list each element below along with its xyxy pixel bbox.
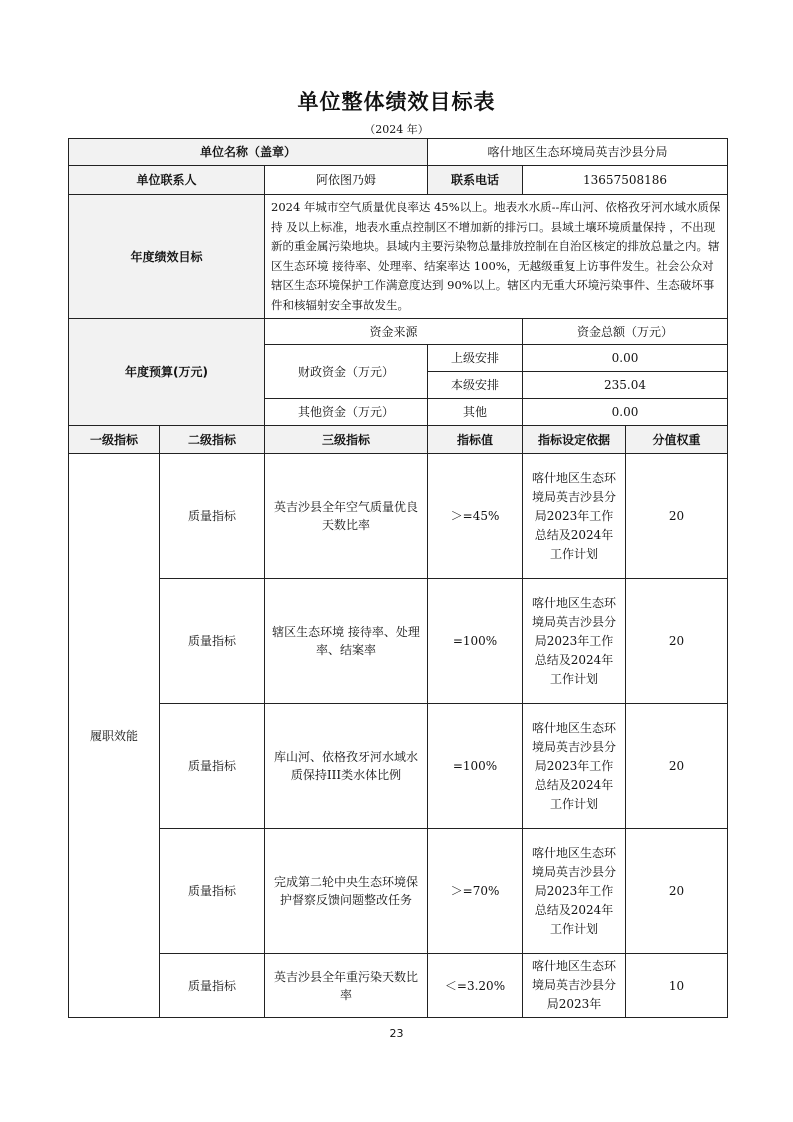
- header-value: 指标值: [428, 426, 523, 454]
- weight-cell: 10: [626, 954, 728, 1018]
- weight-cell: 20: [626, 454, 728, 579]
- budget-source-header: 资金来源: [265, 319, 523, 345]
- level3-cell: 英吉沙县全年空气质量优良天数比率: [265, 454, 428, 579]
- basis-cell: 喀什地区生态环境局英吉沙县分局2023年工作总结及2024年工作计划: [523, 579, 626, 704]
- header-basis: 指标设定依据: [523, 426, 626, 454]
- budget-label: 年度预算(万元): [69, 319, 265, 426]
- document-title: 单位整体绩效目标表: [297, 90, 496, 114]
- budget-other-value: 0.00: [523, 399, 728, 426]
- value-cell: =100%: [428, 579, 523, 704]
- basis-cell: 喀什地区生态环境局英吉沙县分局2023年工作总结及2024年工作计划: [523, 454, 626, 579]
- page-number: 23: [389, 1027, 404, 1040]
- table-row: [69, 579, 728, 704]
- level2-cell: 质量指标: [160, 704, 265, 829]
- level3-cell: 辖区生态环境 接待率、处理率、结案率: [265, 579, 428, 704]
- unit-name-row: [69, 139, 728, 166]
- budget-fiscal-label: 财政资金（万元）: [265, 345, 428, 399]
- value-cell: ＞=70%: [428, 829, 523, 954]
- contact-label: 单位联系人: [69, 166, 265, 195]
- goal-text: 2024 年城市空气质量优良率达 45%以上。地表水水质--库山河、依格孜牙河水域水质保持 及以上标准，地表水重点控制区不增加新的排污口。县域土壤环境质量保持 ，不出现新的重金属污染地块。县域内主要污染物总量排放控制在自治区核定的排放总量之内。辖区生态环境 接待率、处理率、结案率达 100%，无越级重复上访事件发生。社会公众对辖区生态环境保护工作满意度达到 90%以上。辖区内无重大环境污染事件、生态破坏事件和核辐射安全事故发生。: [265, 195, 728, 319]
- basis-cell: 喀什地区生态环境局英吉沙县分局2023年: [523, 954, 626, 1018]
- table-row: [69, 954, 728, 1018]
- budget-local-value: 235.04: [523, 372, 728, 399]
- value-cell: ＜=3.20%: [428, 954, 523, 1018]
- weight-cell: 20: [626, 579, 728, 704]
- unit-name-value: 喀什地区生态环境局英吉沙县分局: [428, 139, 728, 166]
- indicator-header-row: [69, 426, 728, 454]
- level3-cell: 完成第二轮中央生态环境保护督察反馈问题整改任务: [265, 829, 428, 954]
- table-row: [69, 829, 728, 954]
- level3-cell: 英吉沙县全年重污染天数比率: [265, 954, 428, 1018]
- phone-value: 13657508186: [523, 166, 728, 195]
- budget-local-label: 本级安排: [428, 372, 523, 399]
- budget-header-row: [69, 319, 728, 345]
- unit-name-label: 单位名称（盖章）: [69, 139, 428, 166]
- header-level2: 二级指标: [160, 426, 265, 454]
- weight-cell: 20: [626, 704, 728, 829]
- header-level3: 三级指标: [265, 426, 428, 454]
- goal-row: [69, 195, 728, 319]
- document-year: （2024 年）: [364, 123, 429, 136]
- goal-label: 年度绩效目标: [69, 195, 265, 319]
- level2-cell: 质量指标: [160, 954, 265, 1018]
- value-cell: =100%: [428, 704, 523, 829]
- level1-cell: 履职效能: [69, 454, 160, 1018]
- header-weight: 分值权重: [626, 426, 728, 454]
- phone-label: 联系电话: [428, 166, 523, 195]
- header-level1: 一级指标: [69, 426, 160, 454]
- performance-table: [68, 138, 728, 1018]
- table-row: [69, 454, 728, 579]
- basis-cell: 喀什地区生态环境局英吉沙县分局2023年工作总结及2024年工作计划: [523, 704, 626, 829]
- budget-total-header: 资金总额（万元）: [523, 319, 728, 345]
- contact-row: [69, 166, 728, 195]
- level2-cell: 质量指标: [160, 829, 265, 954]
- level2-cell: 质量指标: [160, 579, 265, 704]
- value-cell: ＞=45%: [428, 454, 523, 579]
- budget-other-label: 其他资金（万元）: [265, 399, 428, 426]
- basis-cell: 喀什地区生态环境局英吉沙县分局2023年工作总结及2024年工作计划: [523, 829, 626, 954]
- table-row: [69, 704, 728, 829]
- budget-upper-value: 0.00: [523, 345, 728, 372]
- budget-upper-label: 上级安排: [428, 345, 523, 372]
- budget-other-sub: 其他: [428, 399, 523, 426]
- weight-cell: 20: [626, 829, 728, 954]
- level3-cell: 库山河、依格孜牙河水域水质保持III类水体比例: [265, 704, 428, 829]
- level2-cell: 质量指标: [160, 454, 265, 579]
- contact-name: 阿依图乃姆: [265, 166, 428, 195]
